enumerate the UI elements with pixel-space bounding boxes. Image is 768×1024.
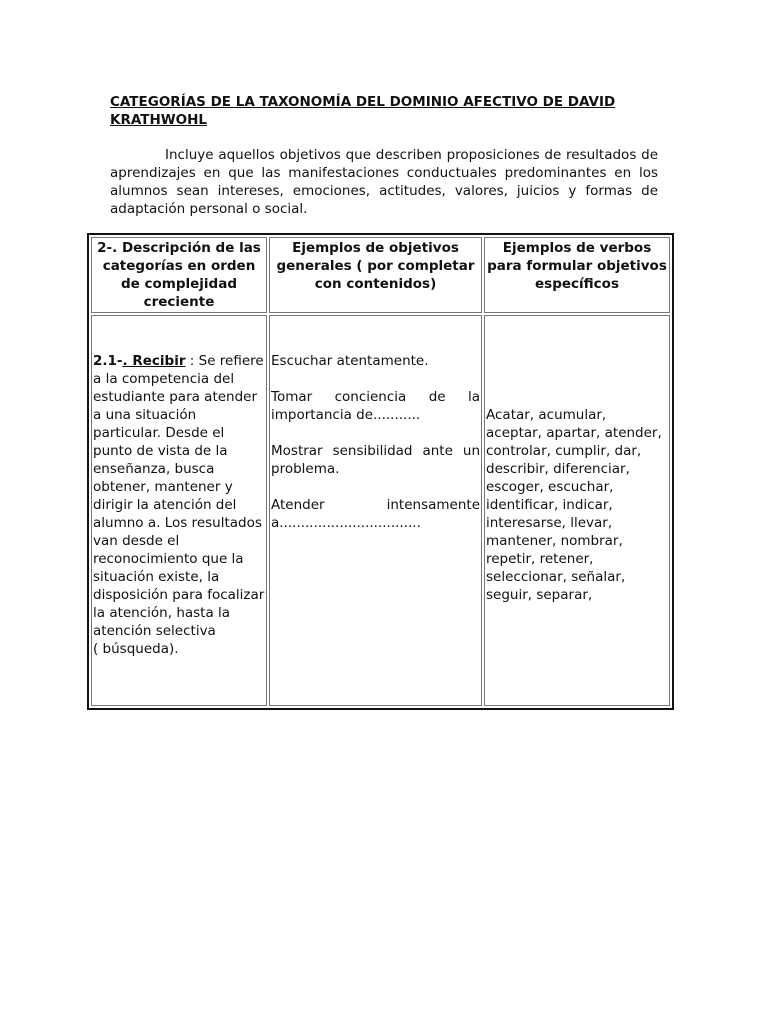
table-row [91,315,670,706]
verb-line: identificar, indicar, [486,497,613,513]
objective-line: a................................. [271,515,421,531]
verb-line: seguir, separar, [486,587,593,603]
taxonomy-table [87,233,674,710]
verb-line: controlar, cumplir, dar, [486,443,642,459]
verb-line: interesarse, llevar, [486,515,613,531]
header-verbs: Ejemplos de verbos para formular objetivos específicos [484,237,670,313]
objective-line: Escuchar atentamente. [271,353,429,369]
category-text: : Se refiere a la competencia del estudiante para atender a una situación particular. Desde el punto de vista de la enseñanza, busca obtener, mantener y dirigir la atención del alumno a. Los resultados van desde el reconocimiento que la situación existe, la disposición para focalizar la atención, hasta la atención selectiva [93,353,265,639]
verb-line: mantener, nombrar, [486,533,623,549]
objective-item [271,496,480,532]
objectives-cell [269,315,482,706]
verb-line: aceptar, apartar, atender, [486,425,662,441]
intro-paragraph: Incluye aquellos objetivos que describen proposiciones de resultados de aprendizajes en que las manifestaciones conductuales predominantes en los alumnos sean intereses, emociones, actitudes, valores, juicios y formas de adaptación personal o social. [110,147,658,217]
objective-item [271,388,480,424]
objective-line: Tomar conciencia de la [271,389,480,405]
verb-line: seleccionar, señalar, [486,569,626,585]
table-header-row [91,237,670,313]
objective-item [271,352,480,370]
header-objectives: Ejemplos de objetivos generales ( por completar con contenidos) [269,237,482,313]
objective-item [271,442,480,478]
category-description [93,352,265,658]
verbs-cell [484,315,670,706]
document-title: CATEGORÍAS DE LA TAXONOMÍA DEL DOMINIO AFECTIVO DE DAVID KRATHWOHL [110,94,616,128]
category-name: . Recibir [122,353,186,369]
category-heading [93,353,186,369]
header-description: 2-. Descripción de las categorías en orden de complejidad creciente [91,237,267,313]
verb-line: describir, diferenciar, [486,461,630,477]
verb-line: Acatar, acumular, [486,407,607,423]
objective-line: problema. [271,461,340,477]
category-tail: ( búsqueda). [93,641,179,657]
objective-line: importancia de........... [271,407,421,423]
verb-line: escoger, escuchar, [486,479,614,495]
objective-line: Atender intensamente [271,497,480,513]
category-number: 2.1- [93,353,123,369]
objective-line: Mostrar sensibilidad ante un [271,443,480,459]
verb-line: repetir, retener, [486,551,594,567]
category-description-cell [91,315,267,706]
